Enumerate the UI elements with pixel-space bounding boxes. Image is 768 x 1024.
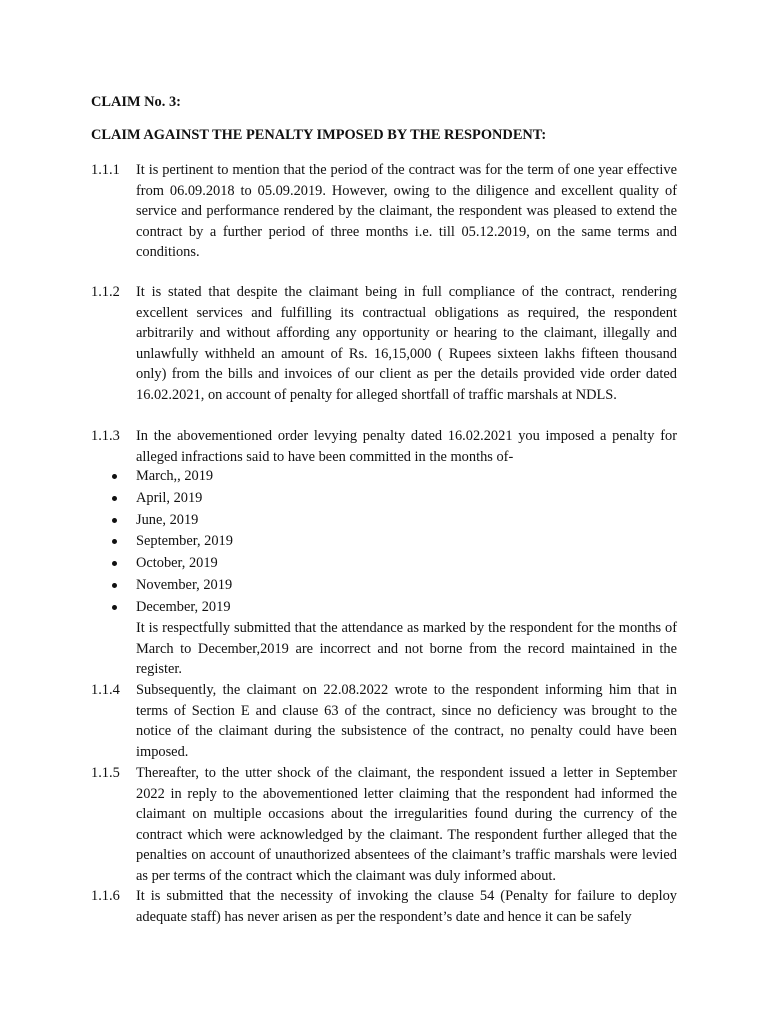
claim-title: CLAIM No. 3: [91, 94, 181, 110]
paragraph-number: 1.1.4 [91, 682, 120, 698]
paragraph-text: Subsequently, the claimant on 22.08.2022 wrote to the respondent informing him that in terms of Section E and clause 63 of the contract, since no deficiency was brought to the notice of the claimant during the subsistence of the contract, no penalty could have been imposed. [136, 682, 677, 760]
paragraph-number: 1.1.6 [91, 888, 120, 904]
claim-subtitle: CLAIM AGAINST THE PENALTY IMPOSED BY THE RESPONDENT: [91, 127, 547, 143]
paragraph-number: 1.1.3 [91, 428, 120, 444]
paragraph-number: 1.1.5 [91, 765, 120, 781]
paragraph-1-1-4 [91, 680, 677, 762]
paragraph-1-1-2 [91, 282, 677, 406]
paragraph-number: 1.1.2 [91, 284, 120, 300]
paragraph-text: Thereafter, to the utter shock of the claimant, the respondent issued a letter in September 2022 in reply to the abovementioned letter claiming that the respondent had informed the claimant on multiple occasions about the irregularities found during the currency of the contract which were acknowledged by the claimant. The respondent further alleged that the penalties on account of unauthorized absentees of the claimant’s traffic marshals were levied as per terms of the contract which the claimant was duly informed about. [136, 765, 677, 884]
paragraph-1-1-5 [91, 763, 677, 887]
paragraph-text: It is stated that despite the claimant being in full compliance of the contract, rendering excellent services and fulfilling its contractual obligations as required, the respondent arbitrarily and without affording any opportunity or hearing to the claimant, illegally and unlawfully withheld an amount of Rs. 16,15,000 ( Rupees sixteen lakhs fifteen thousand only) from the bills and invoices of our client as per the details provided vide order dated 16.02.2021, on account of penalty for alleged shortfall of traffic marshals at NDLS. [136, 284, 677, 403]
bullet-icon [112, 583, 117, 588]
paragraph-text: It is submitted that the necessity of invoking the clause 54 (Penalty for failure to deploy adequate staff) has never arisen as per the respondent’s date and hence it can be safely [136, 888, 677, 925]
paragraph-1-1-6 [91, 886, 677, 927]
bullet-icon [112, 496, 117, 501]
bullet-icon [112, 605, 117, 610]
list-item: October, 2019 [112, 553, 233, 575]
list-item: March,, 2019 [112, 466, 233, 488]
list-item: December, 2019 [112, 597, 233, 619]
paragraph-1-1-1 [91, 160, 677, 263]
list-item: April, 2019 [112, 488, 233, 510]
bullet-icon [112, 518, 117, 523]
list-item: June, 2019 [112, 510, 233, 532]
bullet-icon [112, 474, 117, 479]
list-item: September, 2019 [112, 531, 233, 553]
list-item: November, 2019 [112, 575, 233, 597]
paragraph-text: It is pertinent to mention that the period of the contract was for the term of one year effective from 06.09.2018 to 05.09.2019. However, owing to the diligence and excellent quality of service and performance rendered by the claimant, the respondent was pleased to extend the contract by a further period of three months i.e. till 05.12.2019, on the same terms and conditions. [136, 162, 677, 261]
bullet-icon [112, 561, 117, 566]
months-note: It is respectfully submitted that the attendance as marked by the respondent for the months of March to December,2019 are incorrect and not borne from the record maintained in the register. [136, 620, 677, 678]
paragraph-1-1-3 [91, 426, 677, 467]
months-list [112, 466, 233, 619]
paragraph-number: 1.1.1 [91, 162, 120, 178]
paragraph-text: In the abovementioned order levying penalty dated 16.02.2021 you imposed a penalty for alleged infractions said to have been committed in the months of- [136, 428, 677, 465]
bullet-icon [112, 539, 117, 544]
